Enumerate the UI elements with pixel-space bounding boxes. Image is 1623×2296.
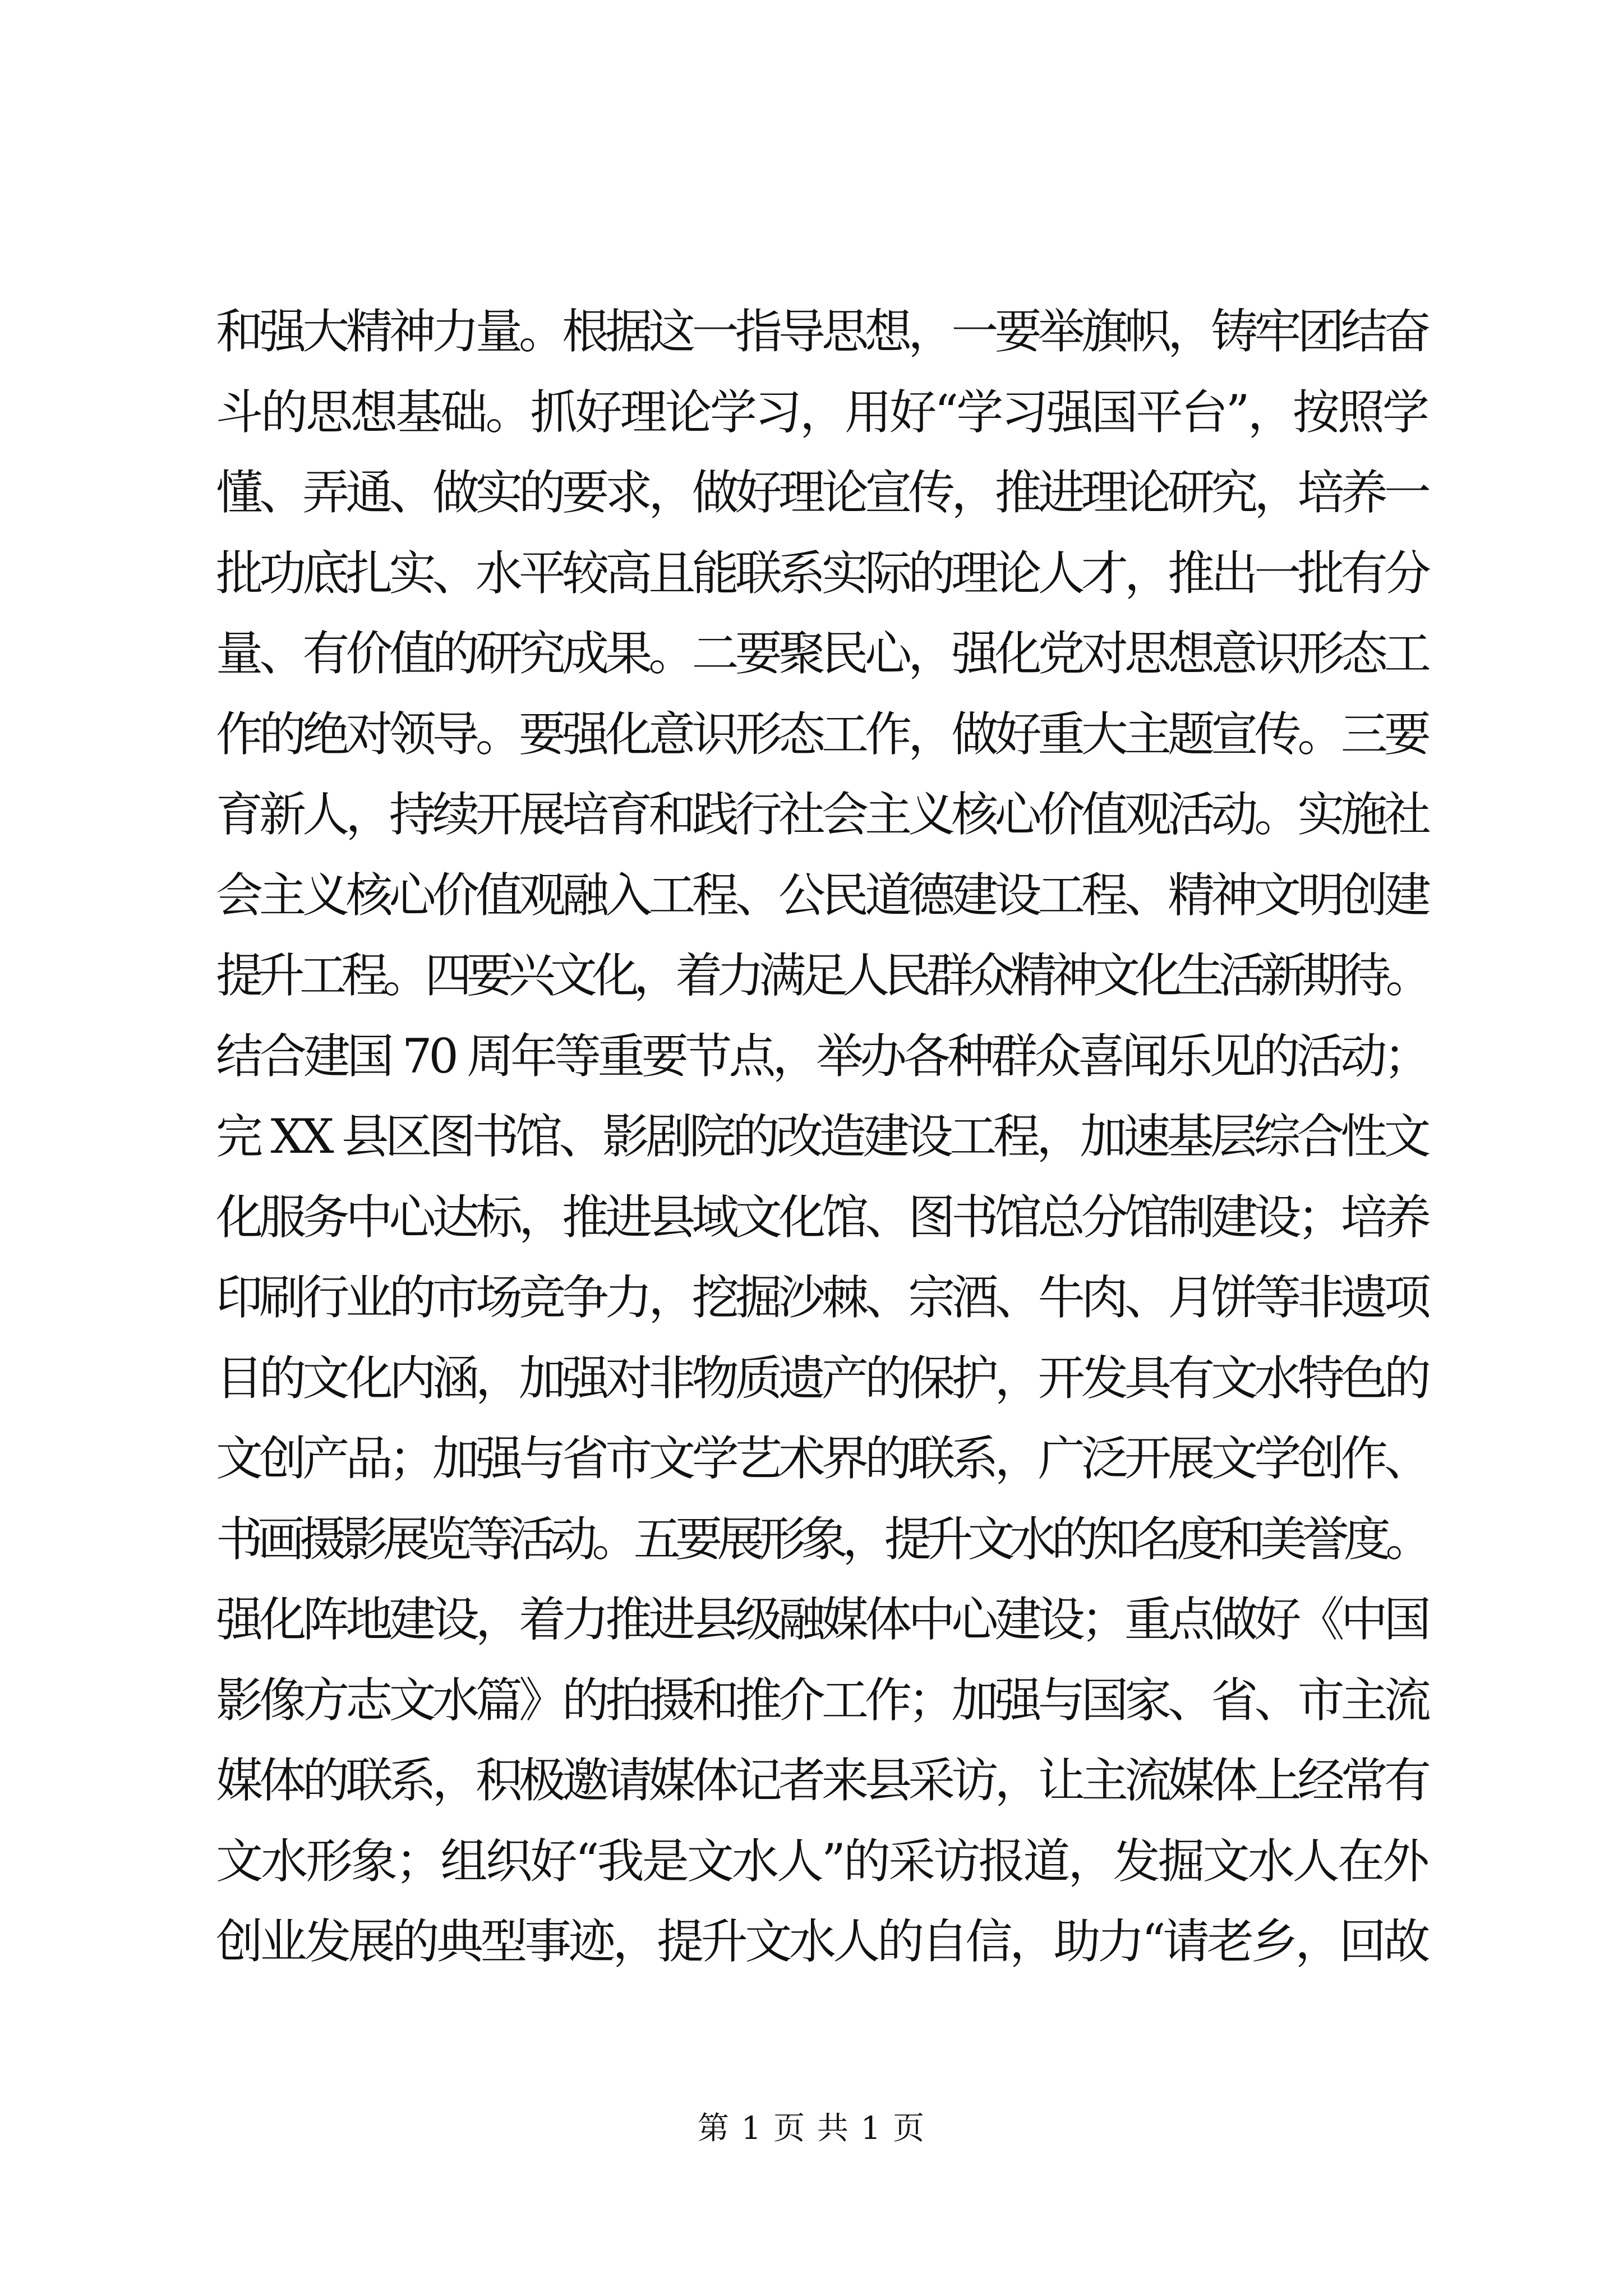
text-line: 印刷行业的市场竞争力，挖掘沙棘、宗酒、牛肉、月饼等非遗项 [216,1270,1427,1325]
text-line: 提升工程。四要兴文化，着力满足人民群众精神文化生活新期待。 [216,948,1427,1003]
text-line: 文水形象；组织好“我是文水人”的采访报道，发掘文水人在外 [216,1833,1427,1889]
text-line: 媒体的联系，积极邀请媒体记者来县采访，让主流媒体上经常有 [216,1753,1427,1808]
text-line: 和强大精神力量。根据这一指导思想，一要举旗帜，铸牢团结奋 [216,304,1427,359]
text-line: 创业发展的典型事迹，提升文水人的自信，助力“请老乡，回故 [216,1914,1428,1969]
text-line: 作的绝对领导。要强化意识形态工作，做好重大主题宣传。三要 [216,706,1427,762]
text-line: 书画摄影展览等活动。五要展形象，提升文水的知名度和美誉度。 [216,1511,1427,1567]
text-line: 完 XX 县区图书馆、影剧院的改造建设工程，加速基层综合性文 [216,1109,1427,1164]
text-line: 会主义核心价值观融入工程、公民道德建设工程、精神文明创建 [216,867,1427,923]
text-line: 结合建国 70 周年等重要节点，举办各种群众喜闻乐见的活动； [216,1028,1428,1084]
page-number-footer: 第 1 页 共 1 页 [697,2110,926,2147]
body-text [216,292,1427,1982]
text-line: 强化阵地建设，着力推进县级融媒体中心建设；重点做好《中国 [216,1592,1427,1647]
text-line: 化服务中心达标，推进县域文化馆、图书馆总分馆制建设；培养 [216,1189,1427,1245]
text-line: 影像方志文水篇》的拍摄和推介工作；加强与国家、省、市主流 [216,1672,1427,1728]
text-line: 育新人，持续开展培育和践行社会主义核心价值观活动。实施社 [216,787,1427,842]
text-line: 懂、弄通、做实的要求，做好理论宣传，推进理论研究，培养一 [216,465,1427,520]
text-line: 批功底扎实、水平较高且能联系实际的理论人才，推出一批有分 [216,545,1427,601]
text-line: 斗的思想基础。抓好理论学习，用好“学习强国平台”，按照学 [216,384,1427,440]
text-line: 目的文化内涵，加强对非物质遗产的保护，开发具有文水特色的 [216,1350,1427,1406]
text-line: 量、有价值的研究成果。二要聚民心，强化党对思想意识形态工 [216,626,1427,681]
text-line: 文创产品；加强与省市文学艺术界的联系，广泛开展文学创作、 [216,1431,1427,1486]
